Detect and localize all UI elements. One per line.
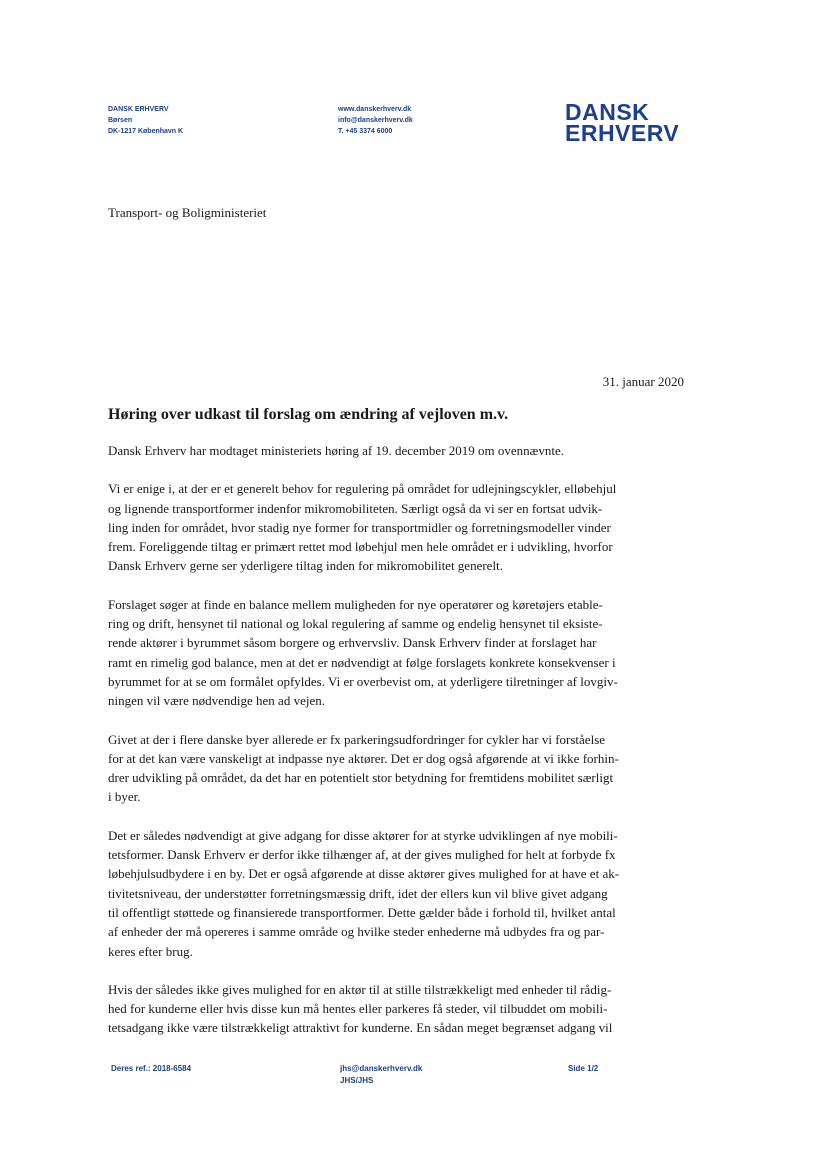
paragraph-line: Vi er enige i, at der er et generelt behov for regulering på området for udlejningscykler, elløbehjul bbox=[108, 481, 617, 497]
paragraph-line: byrummet for at se om formålet opfyldes. Vi er overbevist om, at yderligere tilretninger af lovgiv- bbox=[108, 673, 618, 689]
body-paragraph bbox=[108, 730, 688, 807]
contact-email[interactable]: jhs@danskerhverv.dk bbox=[340, 1064, 423, 1073]
reference-number: Deres ref.: 2018-6584 bbox=[111, 1064, 192, 1073]
email-link[interactable]: info@danskerhverv.dk bbox=[338, 117, 413, 124]
contact-initials: JHS/JHS bbox=[340, 1076, 374, 1085]
paragraph-line: Dansk Erhverv gerne ser yderligere tiltag inden for mikromobilitet generelt. bbox=[108, 558, 503, 574]
address-line-2: DK-1217 København K bbox=[108, 128, 184, 135]
paragraph-line: Forslaget søger at finde en balance mellem muligheden for nye operatører og køretøjers etable- bbox=[108, 596, 603, 612]
paragraph-line: ramt en rimelig god balance, men at det er nødvendigt at følge forslagets konkrete konsekvenser i bbox=[108, 654, 616, 670]
body-paragraph bbox=[108, 479, 688, 575]
footer-page bbox=[568, 1063, 598, 1075]
recipient: Transport- og Boligministeriet bbox=[108, 205, 267, 220]
dansk-erhverv-logo bbox=[565, 99, 680, 146]
paragraph-line: rende aktører i byrummet såsom borgere og erhvervsliv. Dansk Erhverv finder at forslaget har bbox=[108, 635, 597, 651]
paragraph-line: drer udvikling på området, da det har en potentielt stor betydning for fremtidens mobilitet særligt bbox=[108, 770, 614, 786]
sender-address bbox=[108, 104, 183, 137]
paragraph-line: ring og drift, hensynet til national og lokal regulering af samme og endelig hensynet til eksiste- bbox=[108, 616, 603, 632]
paragraph-line: Dansk Erhverv har modtaget ministeriets høring af 19. december 2019 om ovennævnte. bbox=[108, 443, 564, 458]
paragraph-line: for at det kan være vanskeligt at indpasse nye aktører. Det er dog også afgørende at vi ikke forhin- bbox=[108, 750, 619, 766]
paragraph-line: og lignende transportformer indenfor mikromobiliteten. Særligt også da vi ser en fortsat udvik- bbox=[108, 500, 603, 516]
body-paragraph bbox=[108, 441, 688, 460]
letter-date: 31. januar 2020 bbox=[602, 374, 684, 389]
body-paragraph bbox=[108, 595, 688, 711]
sender-contact bbox=[338, 104, 413, 137]
paragraph-line: i byer. bbox=[108, 789, 141, 805]
paragraph-line: Givet at der i flere danske byer allerede er fx parkeringsudfordringer for cykler har vi forståelse bbox=[108, 731, 606, 747]
footer-reference bbox=[111, 1063, 191, 1075]
page-number: Side 1/2 bbox=[568, 1064, 599, 1073]
paragraph-line: ningen vil være nødvendige hen ad vejen. bbox=[108, 693, 325, 709]
logo-line-2: ERHVERV bbox=[565, 120, 680, 146]
logo-line-1: DANSK bbox=[565, 99, 650, 125]
letter-title: Høring over udkast til forslag om ændring af vejloven m.v. bbox=[108, 406, 509, 423]
footer-contact bbox=[340, 1063, 422, 1087]
address-line-1: Børsen bbox=[108, 117, 133, 124]
paragraph-line: tetsadgang ikke være tilstrækkeligt attraktivt for kunderne. En sådan meget begrænset adgang vil bbox=[108, 1020, 613, 1036]
website-link[interactable]: www.danskerhverv.dk bbox=[338, 106, 412, 113]
paragraph-line: tivitetsniveau, der understøtter forretningsmæssig drift, idet der ellers kun vil blive givet adgang bbox=[108, 885, 608, 901]
body-paragraph bbox=[108, 980, 688, 1038]
paragraph-line: tetsformer. Dansk Erhverv er derfor ikke tilhænger af, at der gives mulighed for helt at forbyde fx bbox=[108, 847, 616, 863]
body-paragraph bbox=[108, 826, 688, 961]
paragraph-line: løbehjulsudbydere i en by. Det er også afgørende at disse aktører gives mulighed for at have et ak- bbox=[108, 866, 620, 882]
paragraph-line: frem. Foreliggende tiltag er primært rettet mod løbehjul men hele området er i udvikling, hvorfor bbox=[108, 539, 613, 555]
paragraph-line: hed for kunderne eller hvis disse kun må hentes eller parkeres få steder, vil tilbuddet om mobili- bbox=[108, 1001, 608, 1017]
letter-body bbox=[108, 441, 688, 1057]
paragraph-line: ling inden for området, hvor stadig nye former for transportmidler og forretningsmodeller vinder bbox=[108, 519, 611, 535]
org-name: DANSK ERHVERV bbox=[108, 106, 169, 113]
paragraph-line: keres efter brug. bbox=[108, 943, 193, 959]
paragraph-line: til offentligt støttede og finansierede transportformer. Dette gælder både i forhold til, hvilket antal bbox=[108, 904, 616, 920]
paragraph-line: Det er således nødvendigt at give adgang for disse aktører for at styrke udviklingen af nye mobili- bbox=[108, 827, 618, 843]
paragraph-line: af enheder der må opereres i samme område og hvilke steder enhederne må udbydes fra og par- bbox=[108, 924, 605, 940]
phone-number: T. +45 3374 6000 bbox=[338, 128, 393, 135]
paragraph-line: Hvis der således ikke gives mulighed for en aktør til at stille tilstrækkeligt med enheder til rådig- bbox=[108, 981, 612, 997]
